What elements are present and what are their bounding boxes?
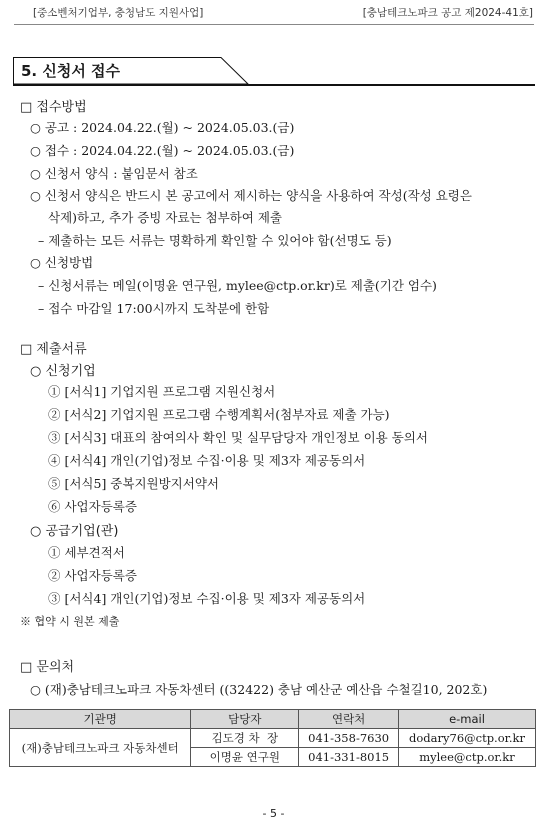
receipt-line-2: ○ 접수 : 2024.04.22.(월) ~ 2024.05.03.(금) <box>30 143 295 158</box>
supplier-heading: ○ 공급기업(관) <box>30 524 119 539</box>
receipt-line-4: ○ 신청서 양식은 반드시 본 공고에서 제시하는 양식을 사용하여 작성(작성 요령은 <box>30 188 472 203</box>
supplier-item-2: ② 사업자등록증 <box>48 568 137 583</box>
applicant-item-5: ⑤ [서식5] 중복지원방지서약서 <box>48 476 219 491</box>
section-title-box <box>13 57 247 83</box>
page-number: - 5 - <box>262 807 285 820</box>
applicant-item-1: ① [서식1] 기업지원 프로그램 지원신청서 <box>48 384 276 399</box>
receipt-line-8: – 접수 마감일 17:00시까지 도착분에 한함 <box>38 301 270 316</box>
supplier-item-1: ① 세부견적서 <box>48 545 125 560</box>
applicant-item-3: ③ [서식3] 대표의 참여의사 확인 및 실무담당자 개인정보 이용 동의서 <box>48 430 428 445</box>
col-header-email: e-mail <box>399 710 536 729</box>
receipt-line-6: ○ 신청방법 <box>30 255 94 270</box>
col-header-phone: 연락처 <box>299 710 399 729</box>
table-header-row <box>10 710 536 729</box>
inquiry-heading: □ 문의처 <box>20 660 75 675</box>
documents-heading: □ 제출서류 <box>20 342 87 357</box>
receipt-line-5: – 제출하는 모든 서류는 명확하게 확인할 수 있어야 함(선명도 등) <box>38 233 392 248</box>
person-cell: 김도경 차 장 <box>191 729 299 748</box>
applicant-item-4: ④ [서식4] 개인(기업)정보 수집·이용 및 제3자 제공동의서 <box>48 453 366 468</box>
email-cell: mylee@ctp.or.kr <box>399 748 536 767</box>
documents-note: ※ 협약 시 원본 제출 <box>20 615 120 628</box>
receipt-line-1: ○ 공고 : 2024.04.22.(월) ~ 2024.05.03.(금) <box>30 120 295 135</box>
header-divider <box>14 24 534 25</box>
header-right: [충남테크노파크 공고 제2024-41호] <box>362 7 533 19</box>
applicant-heading: ○ 신청기업 <box>30 364 96 379</box>
receipt-line-3: ○ 신청서 양식 : 붙임문서 참조 <box>30 166 198 181</box>
header-left: [중소벤처기업부, 충청남도 지원사업] <box>33 7 204 19</box>
contact-table <box>9 709 536 767</box>
inquiry-line: ○ (재)충남테크노파크 자동차센터 ((32422) 충남 예산군 예산읍 수철길10, 202호) <box>30 682 488 697</box>
section-title: 5. 신청서 접수 <box>21 62 121 80</box>
col-header-person: 담당자 <box>191 710 299 729</box>
col-header-org: 기관명 <box>10 710 191 729</box>
receipt-line-4-cont: 삭제)하고, 추가 증빙 자료는 첨부하여 제출 <box>48 210 282 225</box>
person-cell: 이명윤 연구원 <box>191 748 299 767</box>
applicant-item-2: ② [서식2] 기업지원 프로그램 수행계획서(첨부자료 제출 가능) <box>48 407 390 422</box>
email-cell: dodary76@ctp.or.kr <box>399 729 536 748</box>
phone-cell: 041-358-7630 <box>299 729 399 748</box>
table-row <box>10 729 536 748</box>
org-cell: (재)충남테크노파크 자동차센터 <box>10 729 191 767</box>
section-underline <box>13 84 535 86</box>
applicant-item-6: ⑥ 사업자등록증 <box>48 499 137 514</box>
phone-cell: 041-331-8015 <box>299 748 399 767</box>
receipt-heading: □ 접수방법 <box>20 100 87 115</box>
receipt-line-7: – 신청서류는 메일(이명윤 연구원, mylee@ctp.or.kr)로 제출(기간 엄수) <box>38 278 437 293</box>
supplier-item-3: ③ [서식4] 개인(기업)정보 수집·이용 및 제3자 제공동의서 <box>48 591 366 606</box>
